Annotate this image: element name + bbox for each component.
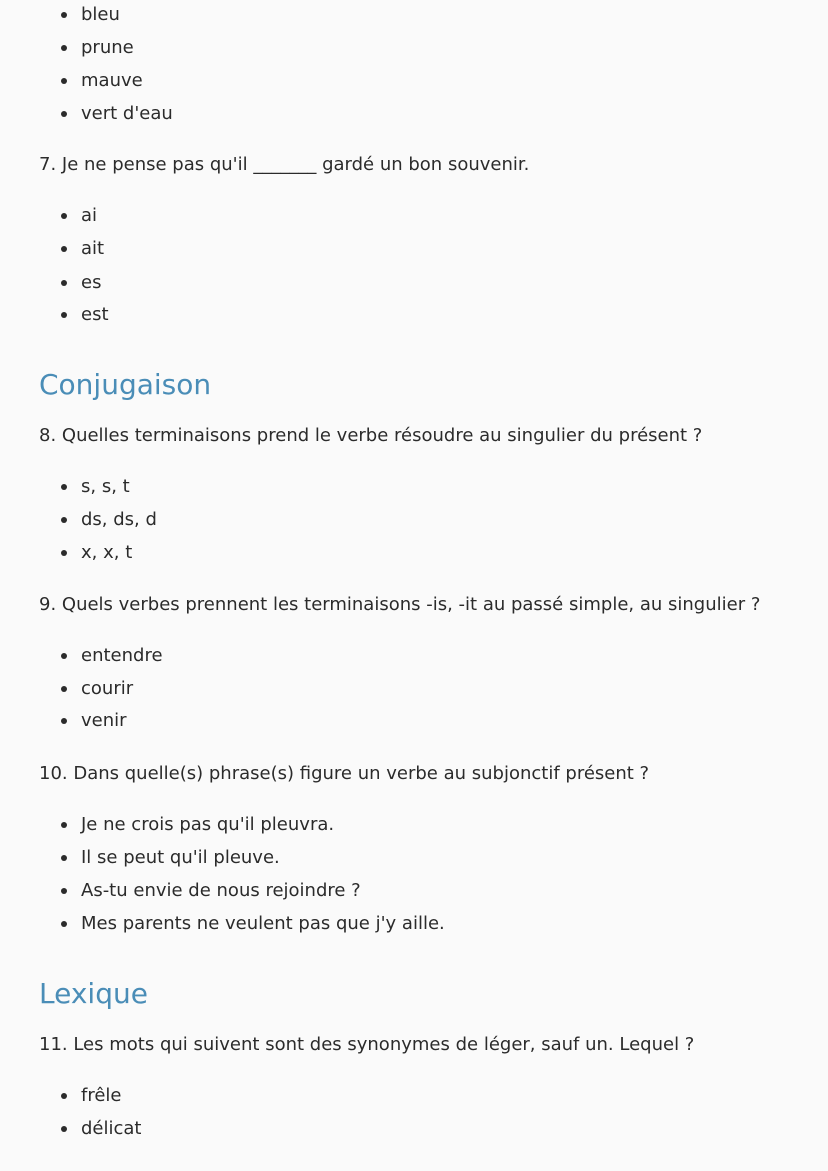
bullet-icon [61, 12, 67, 18]
bullet-icon [61, 312, 67, 318]
option-label: mauve [81, 70, 143, 91]
list-item [81, 813, 334, 837]
bullet-icon [61, 718, 67, 724]
list-item [81, 677, 133, 701]
bullet-icon [61, 484, 67, 490]
bullet-icon [61, 1126, 67, 1132]
bullet-icon [61, 45, 67, 51]
list-item [81, 709, 127, 733]
bullet-icon [61, 78, 67, 84]
option-label: prune [81, 37, 134, 58]
list-item [81, 237, 104, 261]
bullet-icon [61, 213, 67, 219]
question-9: 9. Quels verbes prennent les terminaisons -is, -it au passé simple, au singulier ? [39, 594, 761, 615]
option-label: ai [81, 205, 98, 226]
question-10: 10. Dans quelle(s) phrase(s) figure un verbe au subjonctif présent ? [39, 763, 650, 784]
list-item [81, 1084, 122, 1108]
list-item [81, 541, 132, 565]
option-label: ds, ds, d [81, 509, 157, 530]
option-label: x, x, t [81, 542, 133, 563]
option-label: délicat [81, 1118, 142, 1139]
option-label: Je ne crois pas qu'il pleuvra. [81, 814, 335, 835]
option-label: bleu [81, 4, 120, 25]
option-label: venir [81, 710, 127, 731]
option-label: courir [81, 678, 134, 699]
option-label: Mes parents ne veulent pas que j'y aille. [81, 913, 445, 934]
option-label: est [81, 304, 109, 325]
question-8: 8. Quelles terminaisons prend le verbe résoudre au singulier du présent ? [39, 425, 703, 446]
option-label: es [81, 272, 102, 293]
option-label: As-tu envie de nous rejoindre ? [81, 880, 361, 901]
bullet-icon [61, 1093, 67, 1099]
section-heading-lexique: Lexique [39, 977, 148, 1010]
option-label: ait [81, 238, 105, 259]
bullet-icon [61, 855, 67, 861]
option-label: entendre [81, 645, 163, 666]
bullet-icon [61, 653, 67, 659]
list-item [81, 271, 101, 295]
option-label: vert d'eau [81, 103, 173, 124]
section-heading-conjugaison: Conjugaison [39, 368, 212, 401]
option-label: Il se peut qu'il pleuve. [81, 847, 280, 868]
list-item [81, 3, 120, 27]
list-item [81, 303, 109, 327]
list-item [81, 102, 173, 126]
question-7: 7. Je ne pense pas qu'il _______ gardé un bon souvenir. [39, 154, 530, 175]
bullet-icon [61, 921, 67, 927]
list-item [81, 1117, 142, 1141]
bullet-icon [61, 246, 67, 252]
list-item [81, 475, 130, 499]
list-item [81, 508, 157, 532]
list-item [81, 36, 134, 60]
option-label: s, s, t [81, 476, 130, 497]
bullet-icon [61, 686, 67, 692]
list-item [81, 69, 143, 93]
list-item [81, 644, 163, 668]
list-item [81, 204, 97, 228]
bullet-icon [61, 280, 67, 286]
bullet-icon [61, 517, 67, 523]
question-11: 11. Les mots qui suivent sont des synonymes de léger, sauf un. Lequel ? [39, 1034, 695, 1055]
list-item [81, 879, 361, 903]
option-label: frêle [81, 1085, 122, 1106]
bullet-icon [61, 111, 67, 117]
bullet-icon [61, 550, 67, 556]
bullet-icon [61, 888, 67, 894]
list-item [81, 912, 445, 936]
bullet-icon [61, 822, 67, 828]
list-item [81, 846, 280, 870]
